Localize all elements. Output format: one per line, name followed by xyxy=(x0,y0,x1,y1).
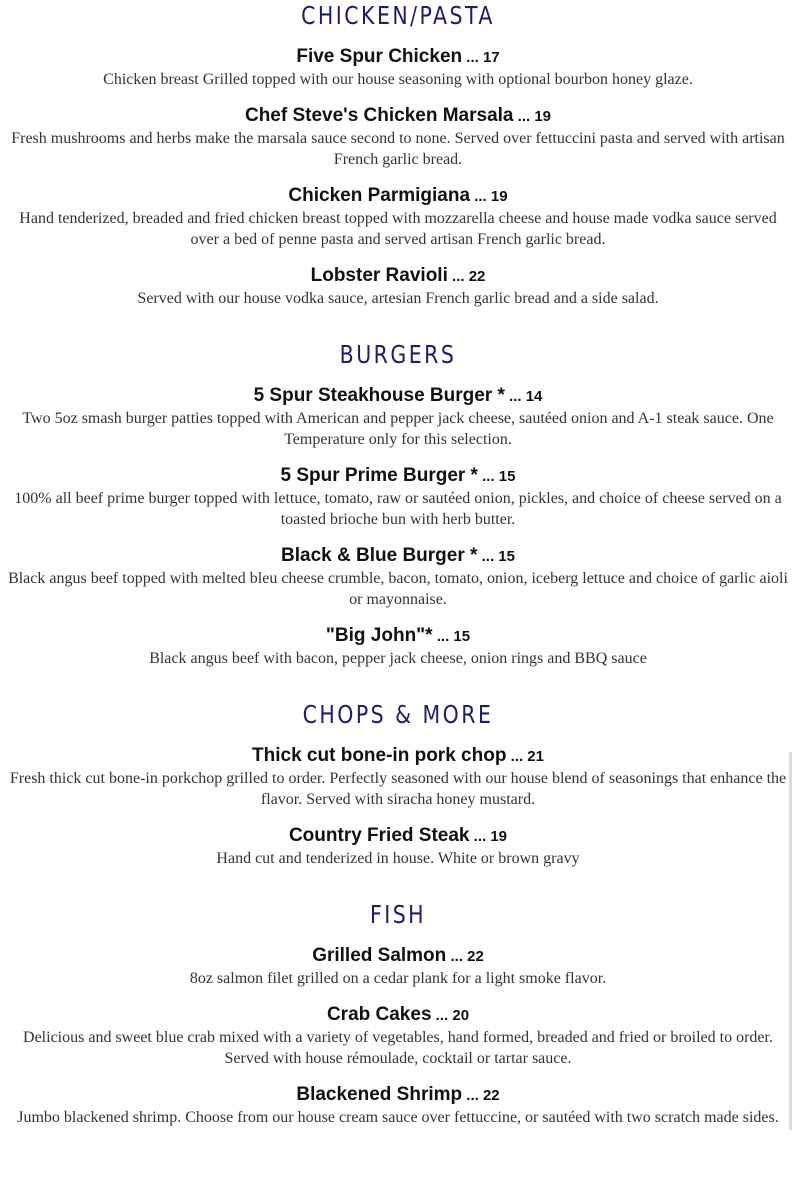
item-price: ... 20 xyxy=(431,1007,470,1024)
item-description: Black angus beef with bacon, pepper jack cheese, onion rings and BBQ sauce xyxy=(149,650,647,667)
item-price: ... 19 xyxy=(469,828,508,845)
item-name xyxy=(8,945,788,968)
item-price: ... 22 xyxy=(462,1087,500,1104)
item-description: Fresh mushrooms and herbs make the marsala sauce second to none. Served over fettuccini pasta and served with artisan French garlic bread. xyxy=(11,130,785,168)
menu-section-burgers xyxy=(8,339,788,669)
section-title: CHOPS & MORE xyxy=(302,700,494,729)
item-price: ... 14 xyxy=(504,388,543,405)
menu-item xyxy=(8,625,788,669)
item-price: ... 17 xyxy=(462,49,500,66)
item-name xyxy=(8,265,788,288)
menu-section-fish xyxy=(8,899,788,1128)
menu-item xyxy=(8,1084,788,1128)
item-price: ... 22 xyxy=(446,948,484,965)
menu-item xyxy=(8,465,788,530)
item-name-text: Crab Cakes xyxy=(326,1004,432,1025)
scrollbar[interactable] xyxy=(789,752,792,1130)
item-name-text: Chef Steve's Chicken Marsala xyxy=(244,105,514,126)
menu-section-chicken-pasta xyxy=(8,0,788,309)
item-price: ... 22 xyxy=(447,268,486,285)
item-description: Served with our house vodka sauce, artesian French garlic bread and a side salad. xyxy=(137,290,659,307)
menu-item xyxy=(8,385,788,450)
menu-item xyxy=(8,46,788,90)
item-price: ... 15 xyxy=(432,628,471,645)
menu-item xyxy=(8,825,788,869)
item-name xyxy=(8,385,788,408)
item-name-text: 5 Spur Prime Burger * xyxy=(280,465,478,486)
item-name-text: Grilled Salmon xyxy=(312,945,447,966)
item-name xyxy=(8,465,788,488)
menu-item xyxy=(8,745,788,810)
item-name xyxy=(8,745,788,768)
item-price: ... 15 xyxy=(477,468,516,485)
item-name-text: "Big John"* xyxy=(325,625,433,646)
item-name-text: Blackened Shrimp xyxy=(296,1084,463,1105)
item-name xyxy=(8,825,788,848)
item-price: ... 19 xyxy=(470,188,508,205)
menu-item xyxy=(8,945,788,989)
menu-item xyxy=(8,1004,788,1069)
section-title: CHICKEN/PASTA xyxy=(301,1,495,30)
section-title: BURGERS xyxy=(339,340,457,369)
item-name-text: Lobster Ravioli xyxy=(310,265,448,286)
item-description: 100% all beef prime burger topped with lettuce, tomato, raw or sautéed onion, pickles, and choice of cheese served on a toasted brioche bun with herb butter. xyxy=(14,490,782,528)
item-name xyxy=(8,105,788,128)
item-description: Two 5oz smash burger patties topped with American and pepper jack cheese, sautéed onion and A-1 steak sauce. One Temperature only for this selection. xyxy=(22,410,774,448)
item-name-text: 5 Spur Steakhouse Burger * xyxy=(253,385,505,406)
item-description: Hand tenderized, breaded and fried chicken breast topped with mozzarella cheese and house made vodka sauce served over a bed of penne pasta and served artisan French garlic bread. xyxy=(19,210,777,248)
item-name xyxy=(8,545,788,568)
menu-item xyxy=(8,265,788,309)
item-name-text: Country Fried Steak xyxy=(288,825,470,846)
item-name-text: Chicken Parmigiana xyxy=(288,185,471,206)
item-description: 8oz salmon filet grilled on a cedar plank for a light smoke flavor. xyxy=(189,970,607,987)
item-price: ... 15 xyxy=(477,548,515,565)
menu-section-chops-more xyxy=(8,699,788,869)
item-name xyxy=(8,185,788,208)
item-description: Hand cut and tenderized in house. White or brown gravy xyxy=(216,850,580,867)
item-name xyxy=(8,46,788,69)
item-name xyxy=(8,625,788,648)
menu-item xyxy=(8,185,788,250)
item-name-text: Five Spur Chicken xyxy=(296,46,463,67)
item-description: Chicken breast Grilled topped with our house seasoning with optional bourbon honey glaze. xyxy=(103,71,693,88)
section-title: FISH xyxy=(369,900,427,929)
item-description: Delicious and sweet blue crab mixed with a variety of vegetables, hand formed, breaded and fried or broiled to order. Served with house rémoulade, cocktail or tartar sauce. xyxy=(23,1029,773,1067)
item-name xyxy=(8,1084,788,1107)
item-name xyxy=(8,1004,788,1027)
item-price: ... 19 xyxy=(513,108,552,125)
item-description: Fresh thick cut bone-in porkchop grilled to order. Perfectly seasoned with our house blend of seasonings that enhance the flavor. Served with siracha honey mustard. xyxy=(9,770,787,808)
item-name-text: Thick cut bone-in pork chop xyxy=(252,745,507,766)
menu-item xyxy=(8,105,788,170)
item-description: Black angus beef topped with melted bleu cheese crumble, bacon, tomato, onion, iceberg lettuce and choice of garlic aioli or mayonnaise. xyxy=(8,570,788,608)
item-price: ... 21 xyxy=(506,748,544,765)
item-name-text: Black & Blue Burger * xyxy=(281,545,478,566)
item-description: Jumbo blackened shrimp. Choose from our house cream sauce over fettuccine, or sautéed with two scratch made sides. xyxy=(17,1109,779,1126)
menu-item xyxy=(8,545,788,610)
